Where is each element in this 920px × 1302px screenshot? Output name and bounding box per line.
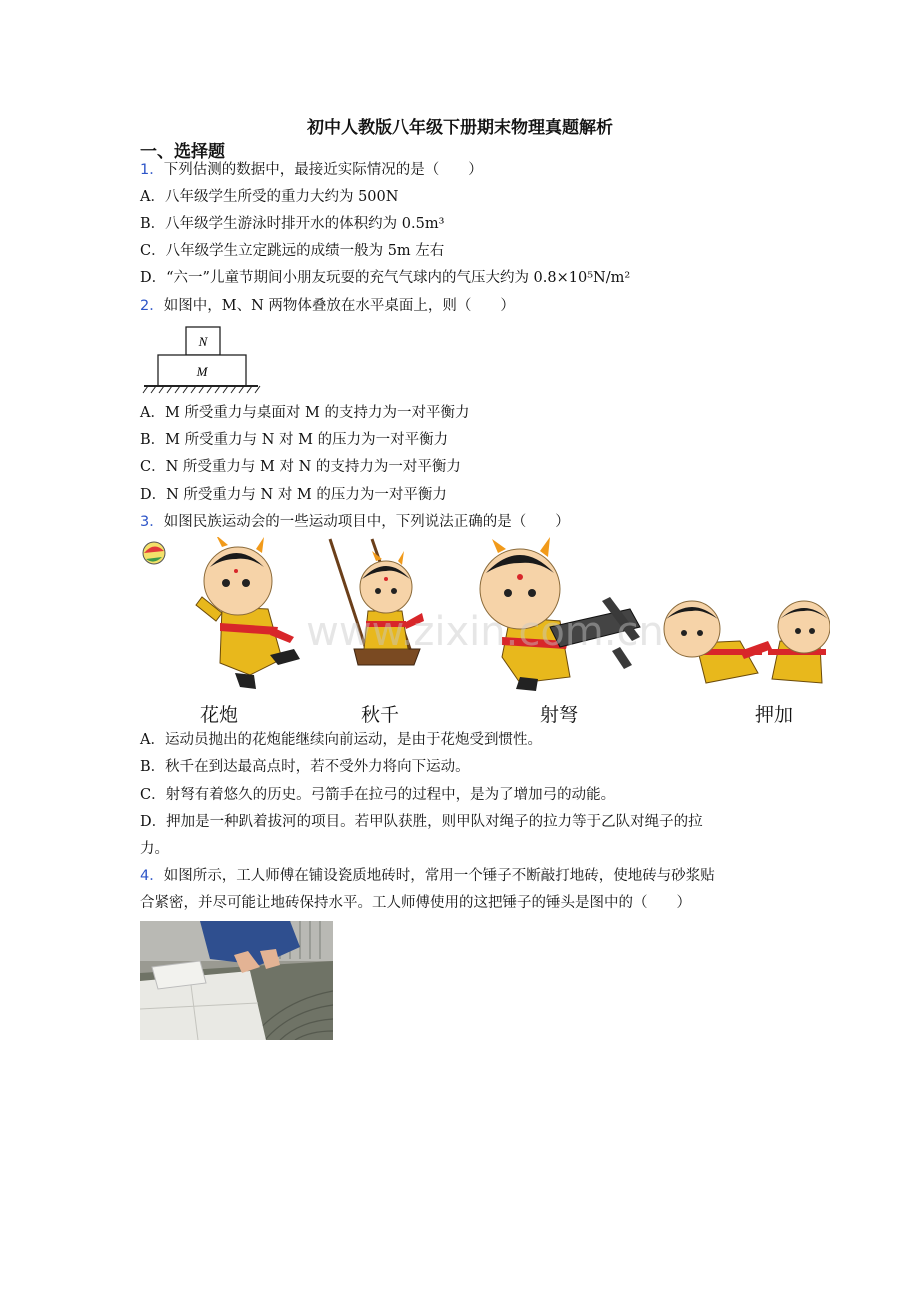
question-3-option-a: A．运动员抛出的花炮能继续向前运动，是由于花炮受到惯性。 xyxy=(140,732,542,748)
question-2-option-d: D．N 所受重力与 N 对 M 的压力为一对平衡力 xyxy=(140,487,447,503)
caption-huapao: 花炮 xyxy=(200,704,239,726)
huapao-athlete-figure xyxy=(196,537,300,689)
page-title: 初中人教版八年级下册期末物理真题解析 xyxy=(307,118,613,138)
question-4-stem-line-1 xyxy=(140,866,715,886)
question-2-stem xyxy=(140,296,515,316)
question-1-number: 1． xyxy=(140,162,164,178)
question-1-option-a: A．八年级学生所受的重力大约为 500N xyxy=(140,189,399,205)
watermark: www.zixin.com.cn xyxy=(306,609,664,655)
question-2-option-c: C．N 所受重力与 M 对 N 的支持力为一对平衡力 xyxy=(140,459,461,475)
question-4-text: 如图所示，工人师傅在铺设瓷质地砖时，常用一个锤子不断敲打地砖，使地砖与砂浆贴 xyxy=(163,868,715,884)
block-m-label: M xyxy=(196,364,208,379)
question-4-number: 4． xyxy=(140,868,164,884)
question-2-text: 如图中，M、N 两物体叠放在水平桌面上，则（ ） xyxy=(163,298,515,314)
block-n-label: N xyxy=(198,334,208,349)
question-1-option-d: D．“六一”儿童节期间小朋友玩耍的充气气球内的气压大约为 0.8×10⁵N/m² xyxy=(140,270,631,286)
question-3-text: 如图民族运动会的一些运动项目中，下列说法正确的是（ ） xyxy=(163,514,570,530)
caption-shenu: 射弩 xyxy=(540,704,579,726)
huapao-ball-icon xyxy=(143,542,165,564)
question-3-stem xyxy=(140,512,570,532)
question-3-number: 3． xyxy=(140,514,164,530)
caption-yajia: 押加 xyxy=(755,704,794,726)
question-1-option-c: C．八年级学生立定跳远的成绩一般为 5m 左右 xyxy=(140,243,445,259)
yajia-athletes-figure xyxy=(664,601,830,683)
ethnic-sports-illustration xyxy=(140,537,830,697)
question-3-option-b: B．秋千在到达最高点时，若不受外力将向下运动。 xyxy=(140,759,470,775)
question-2-option-b: B．M 所受重力与 N 对 M 的压力为一对平衡力 xyxy=(140,432,449,448)
question-1-option-b: B．八年级学生游泳时排开水的体积约为 0.5m³ xyxy=(140,216,445,232)
question-2-number: 2． xyxy=(140,298,164,314)
tiling-worker-photo xyxy=(140,921,333,1040)
caption-qiuqian: 秋千 xyxy=(361,704,400,726)
question-1-text: 下列估测的数据中，最接近实际情况的是（ ） xyxy=(163,162,483,178)
section-heading: 一、选择题 xyxy=(140,142,225,162)
stacked-blocks-figure xyxy=(140,324,262,396)
table-hatching xyxy=(143,386,260,393)
question-3-option-d: D．押加是一种趴着拔河的项目。若甲队获胜，则甲队对绳子的拉力等于乙队对绳子的拉 xyxy=(140,814,703,830)
question-3-option-d-wrap: 力。 xyxy=(140,841,169,857)
question-2-option-a: A．M 所受重力与桌面对 M 的支持力为一对平衡力 xyxy=(140,405,470,421)
question-4-stem-line-2: 合紧密，并尽可能让地砖保持水平。工人师傅使用的这把锤子的锤头是图中的（ ） xyxy=(140,895,691,911)
question-1-stem xyxy=(140,160,483,180)
question-3-option-c: C．射弩有着悠久的历史。弓箭手在拉弓的过程中，是为了增加弓的动能。 xyxy=(140,787,616,803)
